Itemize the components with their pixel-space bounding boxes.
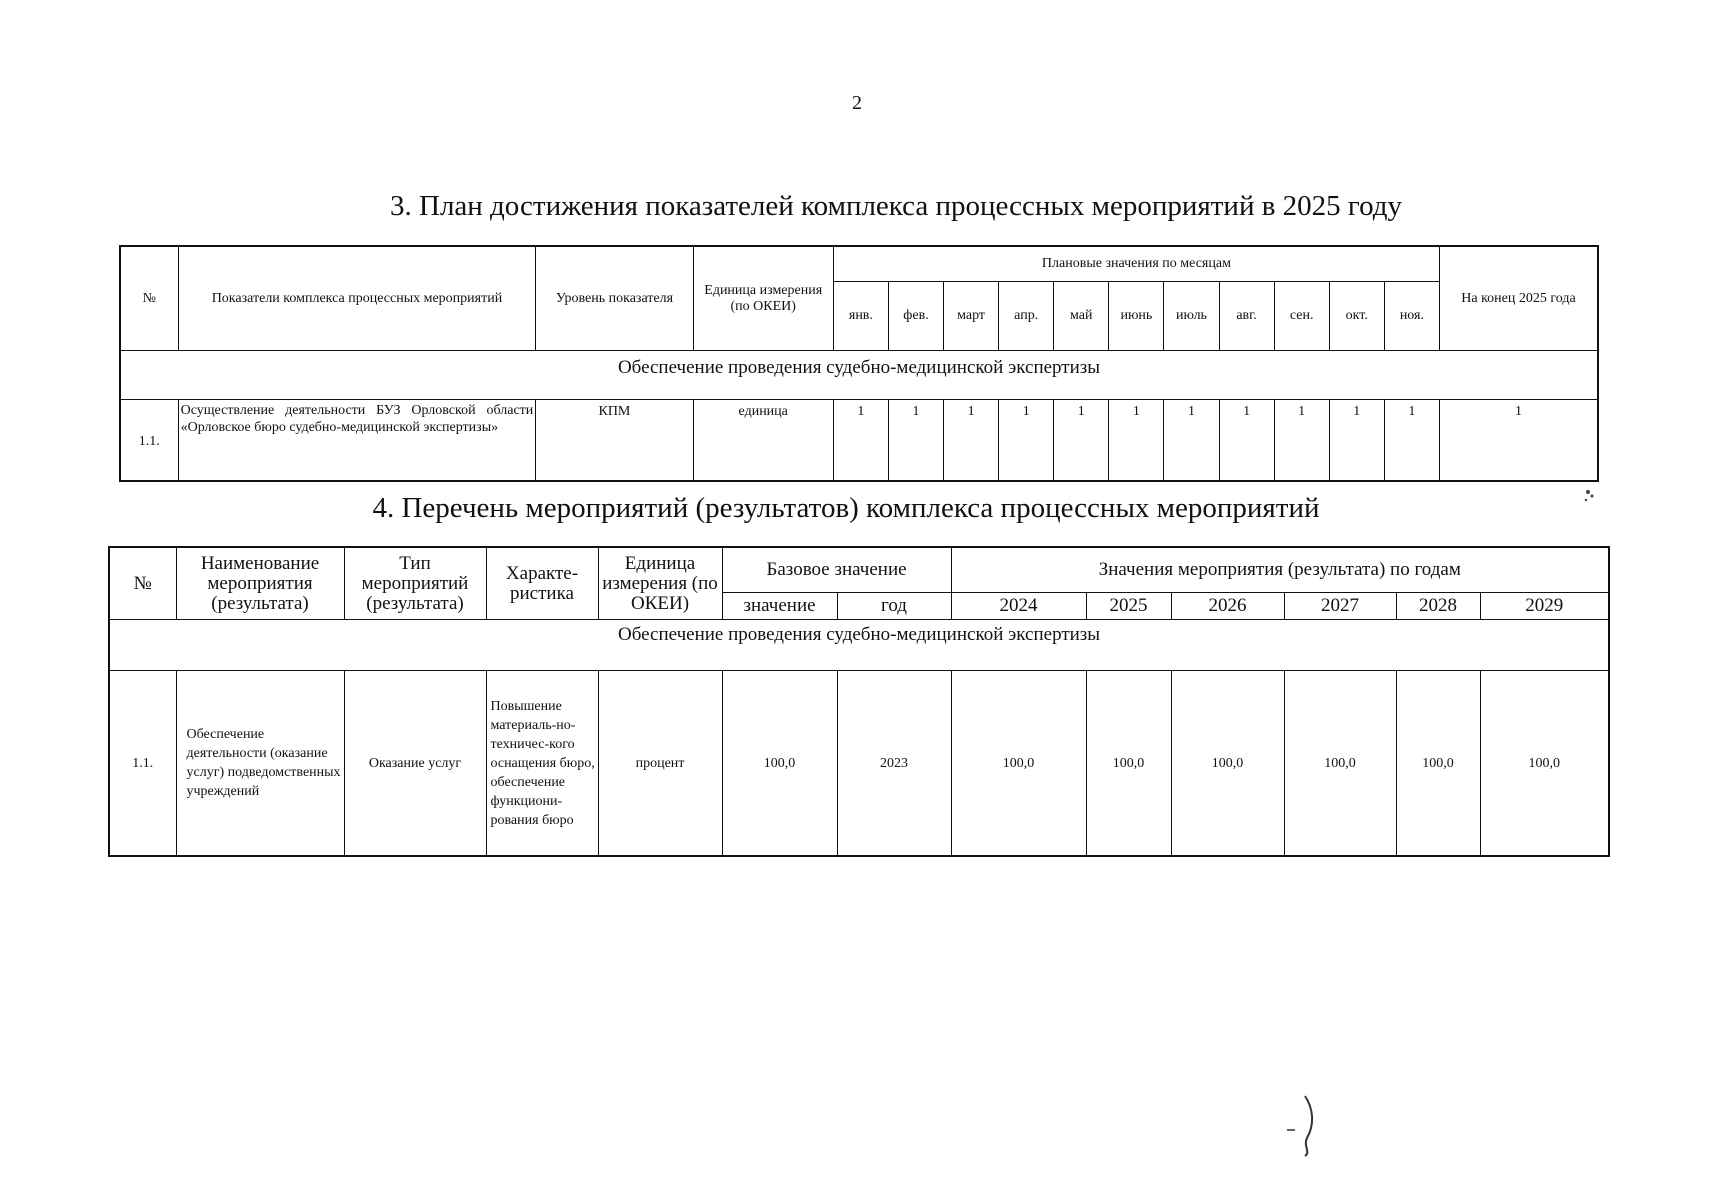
activity-unit: процент <box>598 671 722 857</box>
activities-table <box>108 546 1610 857</box>
month-header: сен. <box>1274 282 1329 351</box>
year-header: 2029 <box>1480 593 1609 620</box>
month-header: март <box>944 282 999 351</box>
base-value: 100,0 <box>722 671 837 857</box>
month-header: окт. <box>1329 282 1384 351</box>
year-header: 2025 <box>1086 593 1171 620</box>
col-monthly-header: Плановые значения по месяцам <box>833 246 1439 282</box>
month-value: 1 <box>1109 400 1164 482</box>
month-header: ноя. <box>1384 282 1439 351</box>
month-value: 1 <box>999 400 1054 482</box>
month-header: янв. <box>833 282 888 351</box>
section-4-title: 4. Перечень мероприятий (результатов) комплекса процессных мероприятий <box>372 492 1320 524</box>
year-end-value: 1 <box>1440 400 1599 482</box>
indicators-plan-table <box>119 245 1599 482</box>
month-header: май <box>1054 282 1109 351</box>
row-number: 1.1. <box>120 400 178 482</box>
month-value: 1 <box>833 400 888 482</box>
col-no-header: № <box>109 547 176 620</box>
year-value: 100,0 <box>1396 671 1480 857</box>
activity-characteristic: Повышение материаль-но-техничес-кого оснащения бюро, обеспечение функциони-рования бюро <box>486 671 598 857</box>
indicator-name: Осуществление деятельности БУЗ Орловской области «Орловское бюро судебно-медицинской экспертизы» <box>178 400 536 482</box>
row-number: 1.1. <box>109 671 176 857</box>
year-header: 2024 <box>951 593 1086 620</box>
indicator-level: КПМ <box>536 400 693 482</box>
month-value: 1 <box>1384 400 1439 482</box>
month-value: 1 <box>888 400 943 482</box>
col-indicators-header: Показатели комплекса процессных мероприятий <box>178 246 536 351</box>
signature-mark-icon <box>1285 1090 1325 1160</box>
section-label: Обеспечение проведения судебно-медицинской экспертизы <box>109 620 1609 671</box>
year-value: 100,0 <box>1171 671 1284 857</box>
col-name-header: Наименование мероприятия (результата) <box>176 547 344 620</box>
col-characteristic-header: Характе-ристика <box>486 547 598 620</box>
section-label: Обеспечение проведения судебно-медицинской экспертизы <box>120 351 1598 400</box>
col-base-header: Базовое значение <box>722 547 951 593</box>
table-row <box>120 400 1598 482</box>
col-base-value-header: значение <box>722 593 837 620</box>
month-value: 1 <box>1329 400 1384 482</box>
col-unit-header: Единица измерения (по ОКЕИ) <box>693 246 833 351</box>
year-header: 2028 <box>1396 593 1480 620</box>
year-header: 2027 <box>1284 593 1396 620</box>
month-header: апр. <box>999 282 1054 351</box>
page-number: 2 <box>852 92 862 114</box>
month-header: авг. <box>1219 282 1274 351</box>
activity-name: Обеспечение деятельности (оказание услуг) подведомственных учреждений <box>176 671 344 857</box>
month-value: 1 <box>1054 400 1109 482</box>
col-year-end-header: На конец 2025 года <box>1440 246 1599 351</box>
section-3-title: 3. План достижения показателей комплекса процессных мероприятий в 2025 году <box>390 190 1402 222</box>
scan-speck-icon <box>1580 482 1600 512</box>
year-value: 100,0 <box>951 671 1086 857</box>
month-value: 1 <box>1274 400 1329 482</box>
indicator-unit: единица <box>693 400 833 482</box>
month-header: фев. <box>888 282 943 351</box>
year-value: 100,0 <box>1480 671 1609 857</box>
col-base-year-header: год <box>837 593 951 620</box>
col-level-header: Уровень показателя <box>536 246 693 351</box>
month-header: июнь <box>1109 282 1164 351</box>
year-value: 100,0 <box>1284 671 1396 857</box>
col-by-years-header: Значения мероприятия (результата) по годам <box>951 547 1609 593</box>
year-header: 2026 <box>1171 593 1284 620</box>
month-value: 1 <box>1164 400 1219 482</box>
base-year: 2023 <box>837 671 951 857</box>
activity-type: Оказание услуг <box>344 671 486 857</box>
col-no-header: № <box>120 246 178 351</box>
month-value: 1 <box>944 400 999 482</box>
month-header: июль <box>1164 282 1219 351</box>
col-unit-header: Единица измерения (по ОКЕИ) <box>598 547 722 620</box>
month-value: 1 <box>1219 400 1274 482</box>
col-type-header: Тип мероприятий (результата) <box>344 547 486 620</box>
year-value: 100,0 <box>1086 671 1171 857</box>
table-row <box>109 671 1609 857</box>
